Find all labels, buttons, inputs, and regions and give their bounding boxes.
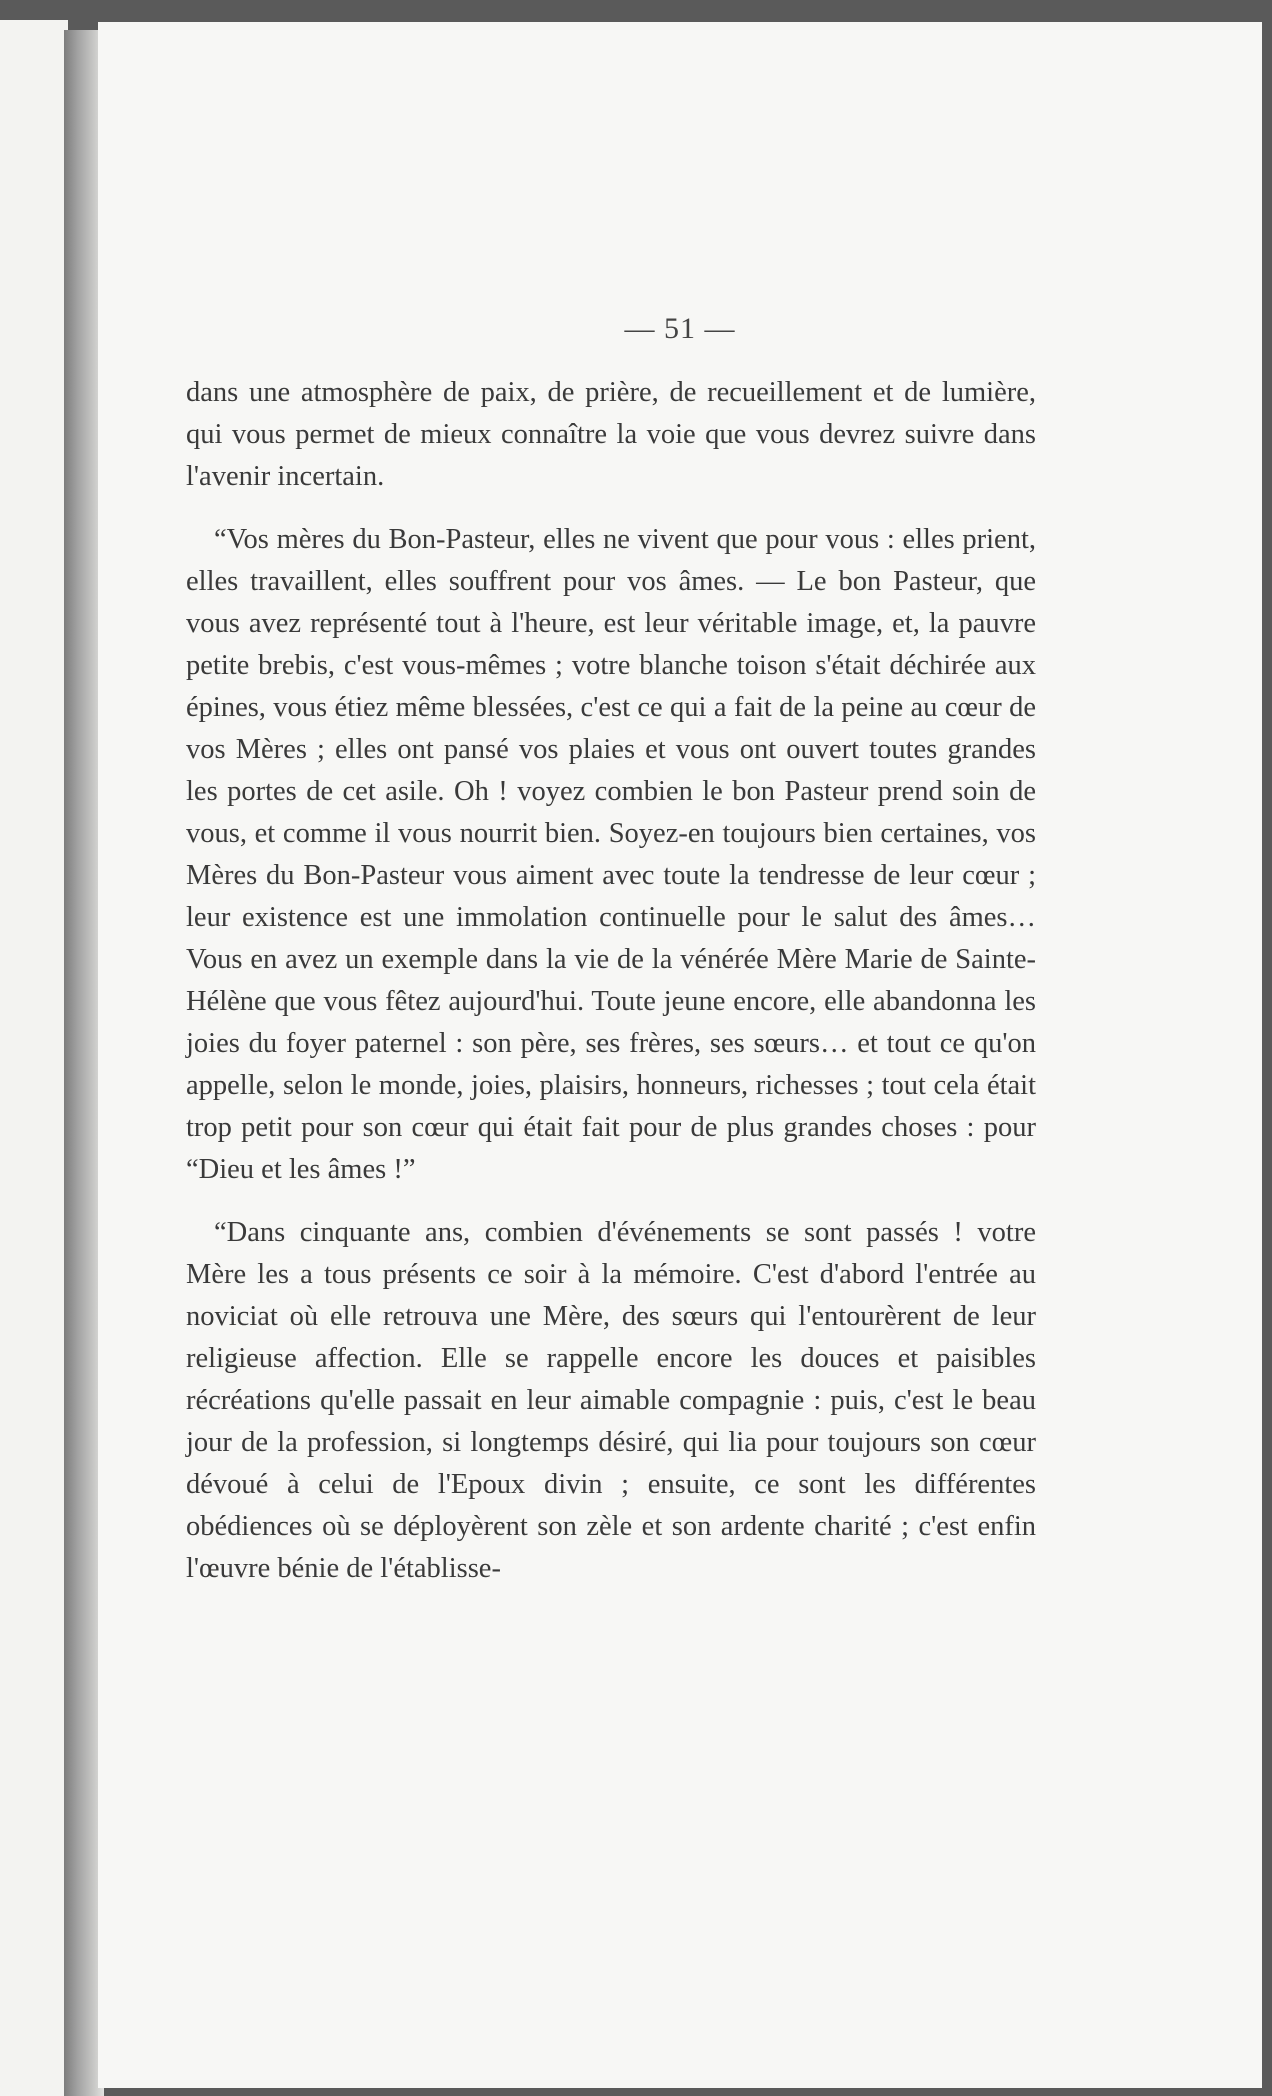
- page-number: — 51 —: [624, 312, 736, 345]
- paragraph-2: “Vos mères du Bon-Pasteur, elles ne vivent que pour vous : elles prient, elles travaillent, elles souffrent pour vos âmes. — Le bon Pasteur, que vous avez représenté tout à l'heure, est leur véritable image, et, la pauvre petite brebis, c'est vous-mêmes ; votre blanche toison s'était déchirée aux épines, vous étiez même blessées, c'est ce qui a fait de la peine au cœur de vos Mères ; elles ont pansé vos plaies et vous ont ouvert toutes grandes les portes de cet asile. Oh ! voyez combien le bon Pasteur prend soin de vous, et comme il vous nourrit bien. Soyez-en toujours bien certaines, vos Mères du Bon-Pasteur vous aiment avec toute la tendresse de leur cœur ; leur existence est une immolation continuelle pour le salut des âmes… Vous en avez un exemple dans la vie de la vénérée Mère Marie de Sainte-Hélène que vous fêtez aujourd'hui. Toute jeune encore, elle abandonna les joies du foyer paternel : son père, ses frères, ses sœurs… et tout ce qu'on appelle, selon le monde, joies, plaisirs, honneurs, richesses ; tout cela était trop petit pour son cœur qui était fait pour de plus grandes choses : pour “Dieu et les âmes !”: [186, 524, 1036, 1185]
- paragraph-1: dans une atmosphère de paix, de prière, de recueillement et de lumière, qui vous permet de mieux connaître la voie que vous devrez suivre dans l'avenir incertain.: [186, 377, 1036, 492]
- paragraph-3: “Dans cinquante ans, combien d'événements se sont passés ! votre Mère les a tous présents ce soir à la mémoire. C'est d'abord l'entrée au noviciat où elle retrouva une Mère, des sœurs qui l'entourèrent de leur religieuse affection. Elle se rappelle encore les douces et paisibles récréations qu'elle passait en leur aimable compagnie : puis, c'est le beau jour de la profession, si longtemps désiré, qui lia pour toujours son cœur dévoué à celui de l'Epoux divin ; ensuite, ce sont les différentes obédiences où se déployèrent son zèle et son ardente charité ; c'est enfin l'œuvre bénie de l'établisse-: [186, 1217, 1036, 1584]
- page-body-text: [186, 372, 1036, 1611]
- facing-page-edge: [0, 20, 68, 2096]
- book-page: [98, 22, 1262, 2088]
